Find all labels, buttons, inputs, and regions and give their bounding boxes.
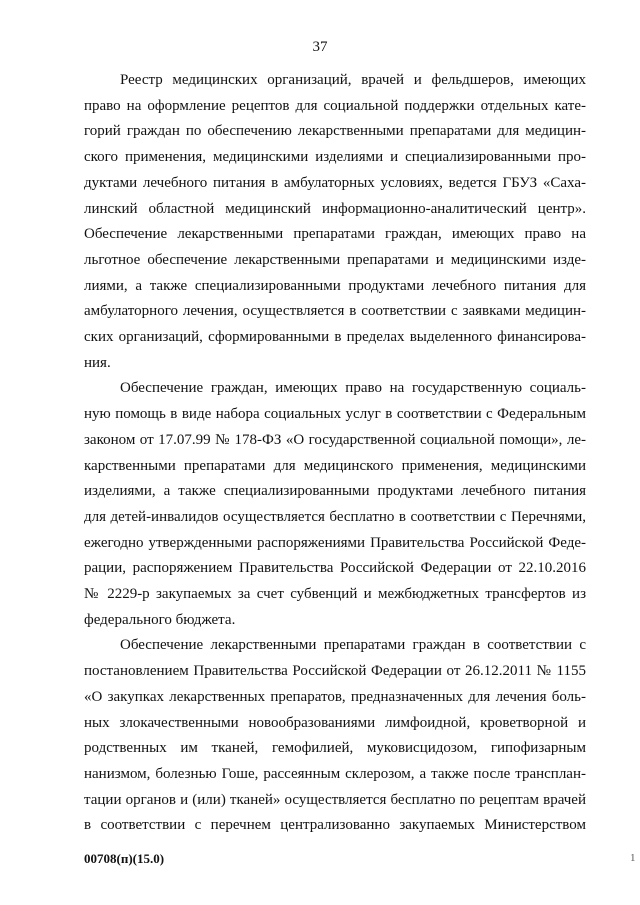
text-line: ния. bbox=[84, 354, 111, 371]
page-number: 37 bbox=[312, 39, 328, 55]
text-line: федерального бюджета. bbox=[84, 611, 236, 628]
text-line: ную помощь в виде набора социальных услуг в соответствии с Федеральным bbox=[84, 406, 586, 423]
text-line: ных злокачественными новообразованиями лимфоидной, кроветворной и bbox=[84, 714, 586, 731]
paragraph-government-decree bbox=[84, 633, 586, 839]
text-line: льготное обеспечение лекарственными препаратами и медицинскими изде- bbox=[84, 251, 586, 268]
text-line: «О закупках лекарственных препаратов, предназначенных для лечения боль- bbox=[84, 688, 586, 705]
text-line: в соответствии с перечнем централизованно закупаемых Министерством bbox=[84, 817, 586, 834]
text-line: изделиями, а также специализированными продуктами лечебного питания bbox=[84, 483, 586, 500]
text-line: карственными препаратами для медицинского применения, медицинскими bbox=[84, 457, 586, 474]
text-line: ежегодно утвержденными распоряжениями Правительства Российской Феде- bbox=[84, 534, 586, 551]
paragraph-registry bbox=[84, 68, 586, 376]
document-body bbox=[84, 68, 586, 839]
text-line: постановлением Правительства Российской Федерации от 26.12.2011 № 1155 bbox=[84, 663, 586, 680]
text-line: лиями, а также специализированными продуктами лечебного питания для bbox=[84, 277, 586, 294]
text-line: ского применения, медицинскими изделиями и специализированными про- bbox=[84, 149, 586, 166]
text-line: линский областной медицинский информационно-аналитический центр». bbox=[84, 200, 586, 217]
paragraph-state-social-aid bbox=[84, 376, 586, 633]
text-line: нанизмом, болезнью Гоше, рассеянным склерозом, а также после трансплан- bbox=[84, 765, 586, 782]
edge-mark: 1 bbox=[630, 852, 636, 864]
text-line: Обеспечение граждан, имеющих право на государственную социаль- bbox=[120, 380, 586, 397]
text-line: Обеспечение лекарственными препаратами граждан в соответствии с bbox=[120, 637, 586, 654]
text-line: ских организаций, сформированными в пределах выделенного финансирова- bbox=[84, 329, 586, 346]
text-line: законом от 17.07.99 № 178-ФЗ «О государственной социальной помощи», ле- bbox=[84, 431, 586, 448]
text-line: рации, распоряжением Правительства Российской Федерации от 22.10.2016 bbox=[84, 560, 586, 577]
text-line: Обеспечение лекарственными препаратами граждан, имеющих право на bbox=[84, 226, 586, 243]
text-line: горий граждан по обеспечению лекарственными препаратами для медицин- bbox=[84, 123, 586, 140]
text-line: тации органов и (или) тканей» осуществляется бесплатно по рецептам врачей bbox=[84, 791, 586, 808]
text-line: Реестр медицинских организаций, врачей и фельдшеров, имеющих bbox=[120, 72, 586, 88]
document-code: 00708(п)(15.0) bbox=[84, 851, 165, 866]
text-line: для детей-инвалидов осуществляется бесплатно в соответствии с Перечнями, bbox=[84, 508, 586, 525]
text-line: родственных им тканей, гемофилией, муковисцидозом, гипофизарным bbox=[84, 740, 586, 757]
text-line: право на оформление рецептов для социальной поддержки отдельных кате- bbox=[84, 97, 586, 114]
text-line: амбулаторного лечения, осуществляется в соответствии с заявками медицин- bbox=[84, 303, 586, 320]
text-line: дуктами лечебного питания в амбулаторных условиях, ведется ГБУЗ «Саха- bbox=[84, 174, 586, 191]
text-line: № 2229-р закупаемых за счет субвенций и межбюджетных трансфертов из bbox=[84, 586, 586, 603]
